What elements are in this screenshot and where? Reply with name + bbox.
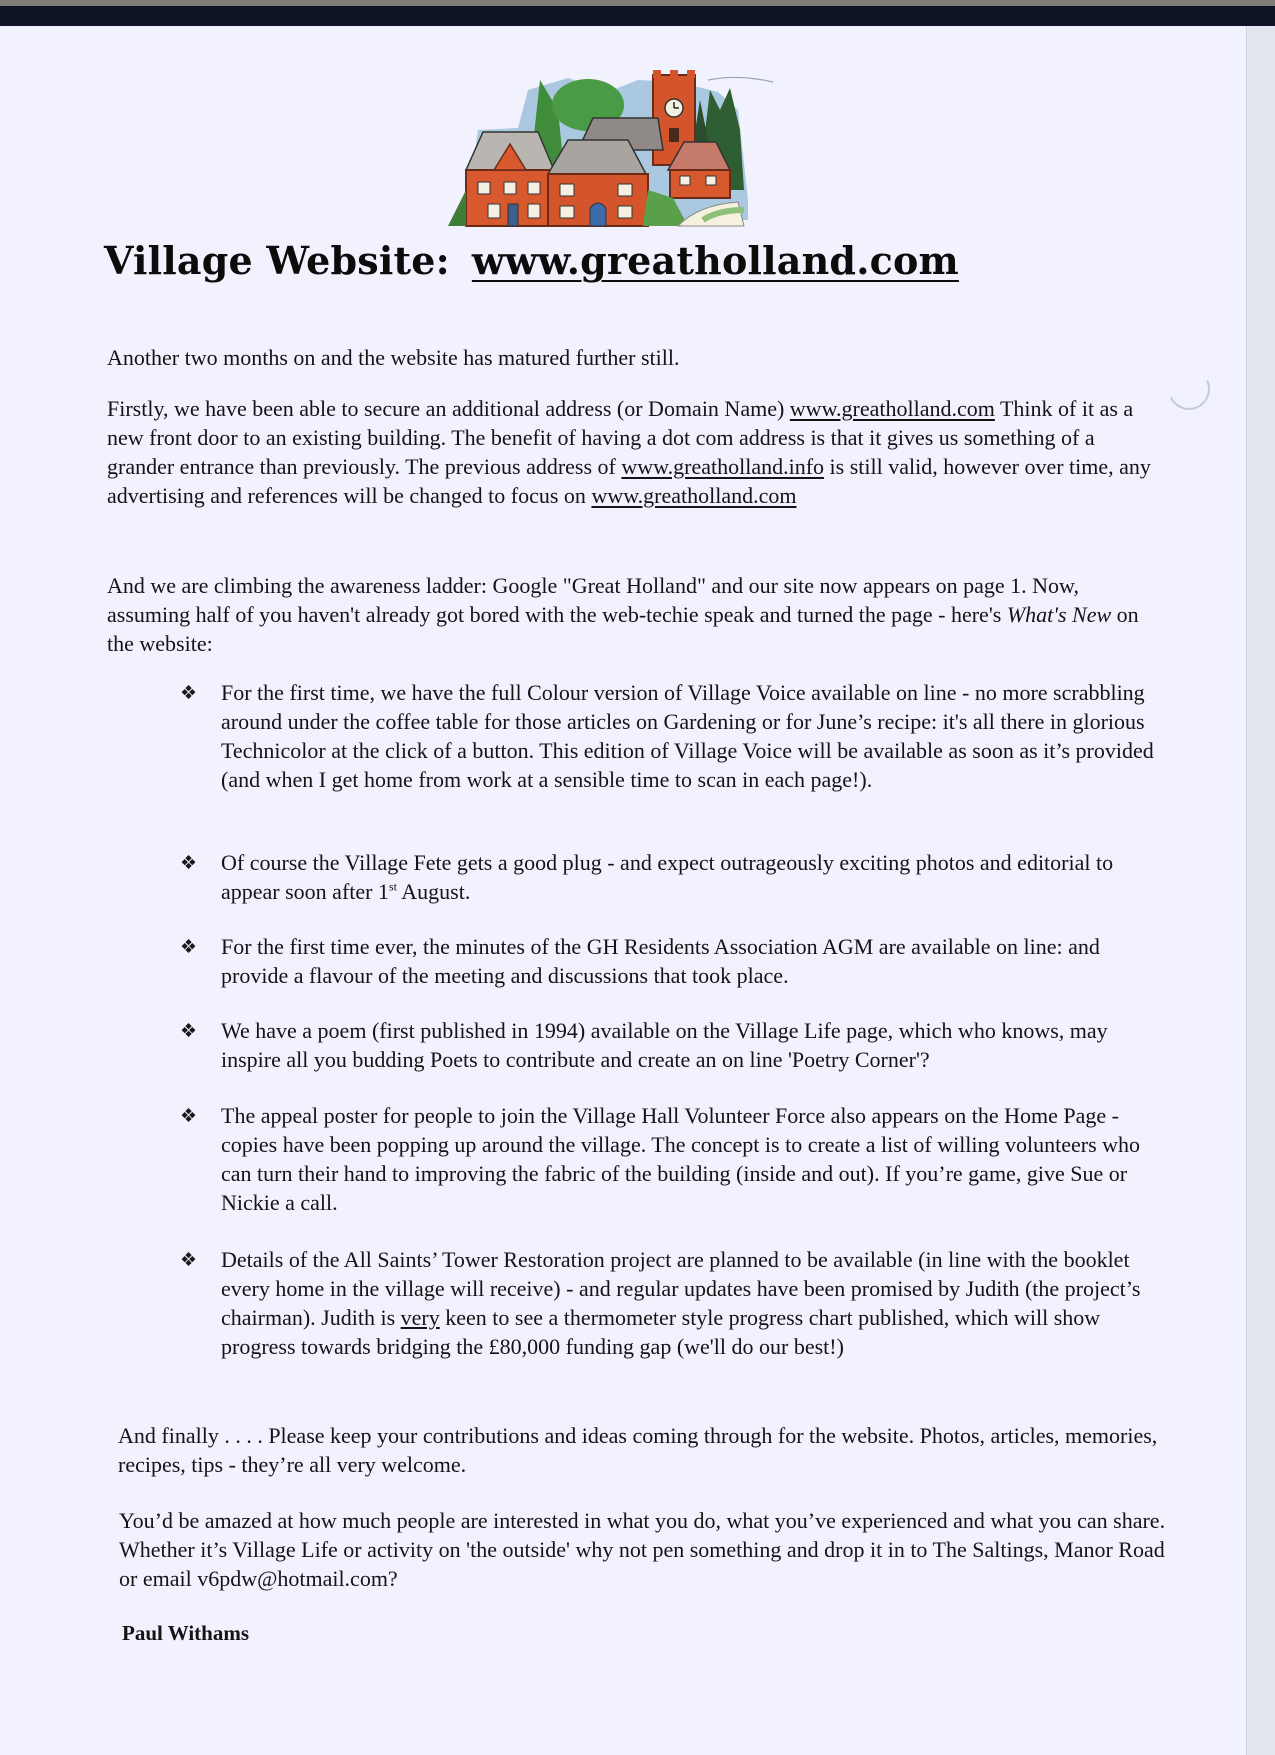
- village-illustration-logo: [448, 70, 773, 236]
- whats-new-emphasis: What's New: [1006, 602, 1112, 627]
- title-url: www.greatholland.com: [471, 238, 959, 283]
- bullet-diamond-icon: ❖: [180, 1106, 198, 1127]
- scan-top-edge: [0, 0, 1275, 26]
- domain-text-c: is still valid, however over time, any advertising and references will be changed to focus on: [107, 454, 1151, 508]
- domain-paragraph: [107, 394, 1167, 510]
- title-prefix: Village Website:: [104, 238, 450, 283]
- tower-underlined-word: very: [400, 1305, 440, 1330]
- awareness-text-b: on the website:: [107, 602, 1139, 656]
- tower-text-a: Details of the All Saints’ Tower Restoration project are planned to be available (in line with the booklet every home in the village will receive) - and regular updates have been promised by Judith (the project’s chairman). Judith is: [221, 1247, 1141, 1330]
- share-paragraph: You’d be amazed at how much people are interested in what you do, what you’ve experienced and what you can share. Whether it’s Village Life or activity on 'the outside' why not pen something and drop it in to The Saltings, Manor Road or email v6pdw@hotmail.com?: [119, 1508, 1166, 1591]
- bullet-diamond-icon: ❖: [180, 853, 198, 874]
- domain-text-b: Think of it as a new front door to an existing building. The benefit of having a dot com address is that it gives us something of a grander entrance than previously. The previous address of: [107, 396, 1134, 479]
- fete-superscript: st: [388, 879, 397, 894]
- domain-link-info: www.greatholland.info: [621, 454, 825, 479]
- bullet-diamond-icon: ❖: [180, 937, 198, 958]
- tower-text-b: keen to see a thermometer style progress chart published, which will show progress towards bridging the £80,000 funding gap (we'll do our best!): [221, 1305, 1101, 1359]
- list-item-text: [221, 1245, 1161, 1361]
- fete-text-b: August.: [397, 879, 471, 904]
- list-item-text: For the first time ever, the minutes of the GH Residents Association AGM are available on line: and provide a flavour of the meeting and discussions that took place.: [221, 934, 1100, 988]
- scan-right-edge: [1246, 26, 1275, 1755]
- bullet-diamond-icon: ❖: [180, 1021, 198, 1042]
- intro-paragraph: Another two months on and the website has matured further still.: [107, 345, 680, 370]
- fete-text-a: Of course the Village Fete gets a good plug - and expect outrageously exciting photos and editorial to appear soon after 1: [221, 850, 1114, 904]
- list-item-text: For the first time, we have the full Colour version of Village Voice available on line - no more scrabbling around under the coffee table for those articles on Gardening or for June’s recipe: it's all there in glorious Technicolor at the click of a button. This edition of Village Voice will be available as soon as it’s provided (and when I get home from work at a sensible time to scan in each page!).: [221, 680, 1154, 792]
- list-item-text: The appeal poster for people to join the Village Hall Volunteer Force also appears on the Home Page - copies have been popping up around the village. The concept is to create a list of willing volunteers who can turn their hand to improving the fabric of the building (inside and out). If you’re game, give Sue or Nickie a call.: [221, 1103, 1141, 1215]
- page-title: [104, 238, 1104, 283]
- bullet-diamond-icon: ❖: [180, 1250, 198, 1271]
- awareness-paragraph: [107, 571, 1167, 658]
- finally-paragraph: And finally . . . . Please keep your contributions and ideas coming through for the website. Photos, articles, memories, recipes, tips - they’re all very welcome.: [118, 1423, 1158, 1477]
- domain-link-com-2: www.greatholland.com: [591, 483, 797, 508]
- list-item-text: We have a poem (first published in 1994) available on the Village Life page, which who knows, may inspire all you budding Poets to contribute and create an on line 'Poetry Corner'?: [221, 1018, 1108, 1072]
- list-item-text: [221, 848, 1161, 906]
- bullet-diamond-icon: ❖: [180, 683, 198, 704]
- domain-text-a: Firstly, we have been able to secure an additional address (or Domain Name): [107, 396, 790, 421]
- awareness-text-a: And we are climbing the awareness ladder: Google "Great Holland" and our site now appears on page 1. Now, assuming half of you haven't already got bored with the web-techie speak and turned the page - here's: [107, 573, 1080, 627]
- punch-hole-mark: [1162, 362, 1216, 416]
- domain-link-com: www.greatholland.com: [789, 396, 995, 421]
- signature: Paul Withams: [122, 1621, 250, 1645]
